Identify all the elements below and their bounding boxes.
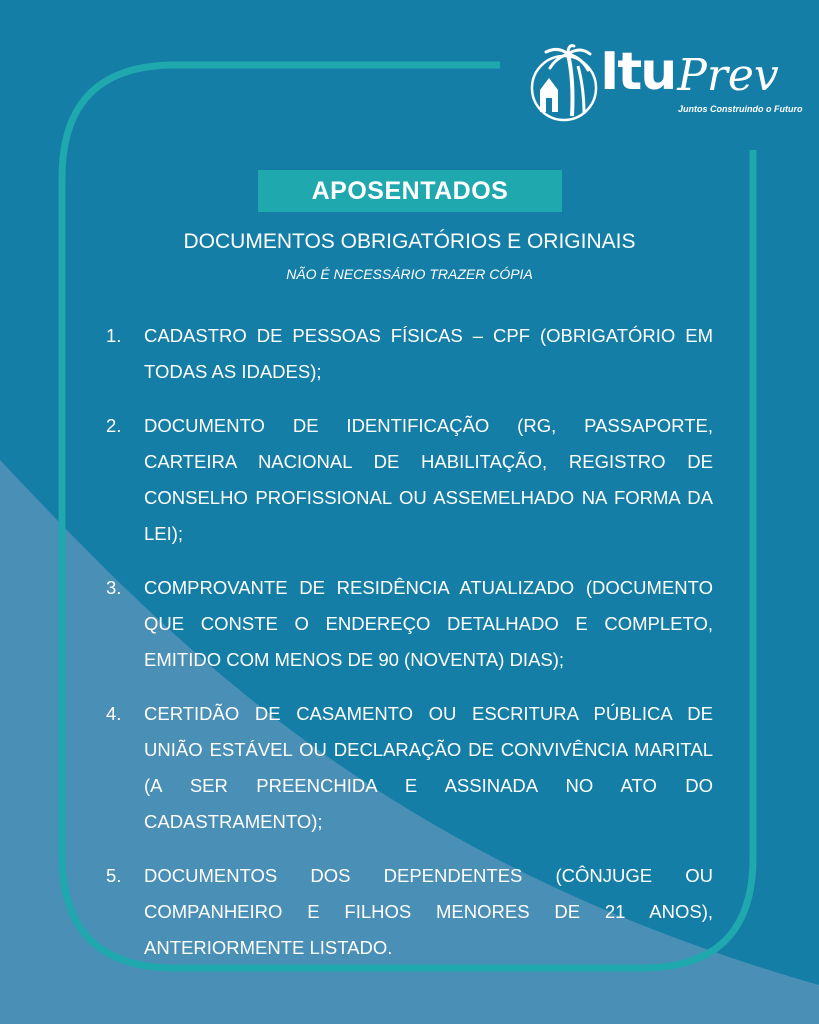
heading-banner — [258, 170, 562, 212]
documents-list — [106, 318, 713, 984]
item-number: 4. — [106, 703, 122, 724]
item-number: 2. — [106, 415, 122, 436]
brand-name-itu: Itu — [600, 42, 676, 102]
item-text: DOCUMENTOS DOS DEPENDENTES (CÔNJUGE OU COMPANHEIRO E FILHOS MENORES DE 21 ANOS), ANTERIORMENTE LISTADO. — [144, 865, 713, 958]
item-number: 3. — [106, 577, 122, 598]
list-item — [106, 696, 713, 840]
item-number: 5. — [106, 865, 122, 886]
page-subtitle: DOCUMENTOS OBRIGATÓRIOS E ORIGINAIS — [183, 230, 636, 253]
item-text: COMPROVANTE DE RESIDÊNCIA ATUALIZADO (DOCUMENTO QUE CONSTE O ENDEREÇO DETALHADO E COMPLETO, EMITIDO COM MENOS DE 90 (NOVENTA) DIAS); — [144, 577, 713, 670]
brand-tagline: Juntos Construindo o Futuro — [678, 104, 803, 114]
item-number: 1. — [106, 325, 122, 346]
list-item — [106, 318, 713, 390]
brand-logo — [528, 42, 803, 124]
palm-tree-church-icon — [528, 44, 600, 124]
page-heading: APOSENTADOS — [311, 176, 509, 205]
list-item — [106, 858, 713, 966]
page-note: NÃO É NECESSÁRIO TRAZER CÓPIA — [286, 266, 533, 282]
brand-name-prev: Prev — [677, 50, 779, 101]
item-text: DOCUMENTO DE IDENTIFICAÇÃO (RG, PASSAPORTE, CARTEIRA NACIONAL DE HABILITAÇÃO, REGISTRO DE CONSELHO PROFISSIONAL OU ASSEMELHADO NA FORMA DA LEI); — [144, 415, 713, 544]
item-text: CERTIDÃO DE CASAMENTO OU ESCRITURA PÚBLICA DE UNIÃO ESTÁVEL OU DECLARAÇÃO DE CONVIVÊNCIA MARITAL (A SER PREENCHIDA E ASSINADA NO ATO DO CADASTRAMENTO); — [144, 703, 713, 832]
list-item — [106, 408, 713, 552]
list-item — [106, 570, 713, 678]
item-text: CADASTRO DE PESSOAS FÍSICAS – CPF (OBRIGATÓRIO EM TODAS AS IDADES); — [144, 325, 713, 382]
